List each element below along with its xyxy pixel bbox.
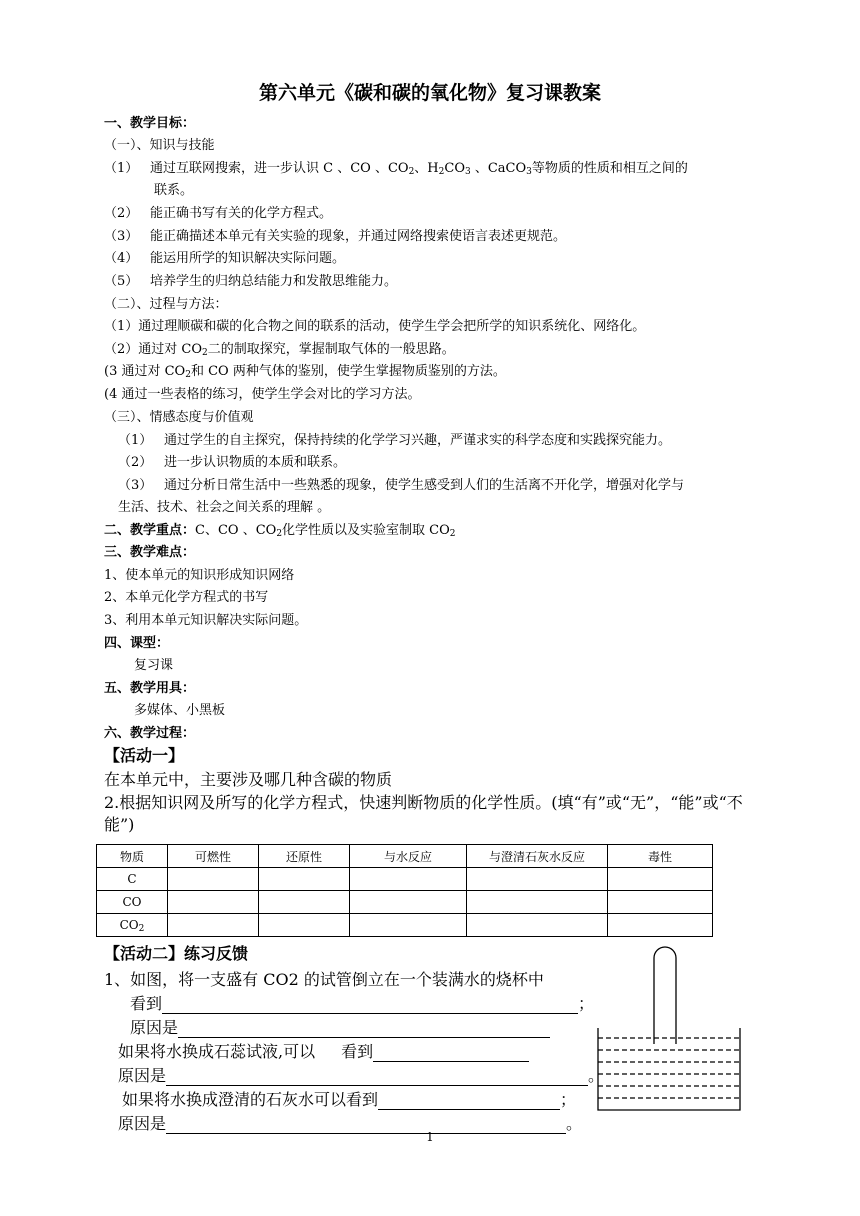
table-header-row xyxy=(97,845,713,868)
reason-line-2: 原因是 。 xyxy=(118,1066,605,1085)
key-points-heading: 二、教学重点： xyxy=(104,523,196,538)
row-substance: CO xyxy=(97,891,168,914)
key-points-line: 二、教学重点：C、CO 、$CO_2$化学性质以及实验室制取 $CO_2$ xyxy=(104,523,456,539)
answer-cell[interactable] xyxy=(467,891,608,914)
teaching-tools-heading: 五、教学用具： xyxy=(104,681,196,696)
activity-1-heading: 【活动一】 xyxy=(104,746,185,765)
answer-cell[interactable] xyxy=(259,914,350,937)
activity-1-question-1: 在本单元中，主要涉及哪几种含碳的物质 xyxy=(104,770,393,789)
teaching-tools-value: 多媒体、小黑板 xyxy=(134,703,226,718)
emotion-item-3-cont: 生活、技术、社会之间关系的理解 。 xyxy=(118,500,331,515)
answer-blank[interactable] xyxy=(162,999,578,1014)
page-number: 1 xyxy=(426,1130,434,1144)
document-title: 第六单元《碳和碳的氧化物》复习课教案 xyxy=(258,82,601,104)
knowledge-item-3: （3） 能正确描述本单元有关实验的现象，并通过网络搜索使语言表述更规范。 xyxy=(104,229,567,244)
knowledge-item-4: （4） 能运用所学的知识解决实际问题。 xyxy=(104,251,346,266)
difficulty-item-2: 2、本单元化学方程式的书写 xyxy=(104,590,269,605)
knowledge-item-1: （1） 通过互联网搜索，进一步认识 C 、CO 、$CO_2$、$H_2CO_3$ 、CaCO$_3$等物质的性质和相互之间的 xyxy=(104,161,688,177)
answer-cell[interactable] xyxy=(168,891,259,914)
emotion-heading: （三）、情感态度与价值观 xyxy=(104,410,254,425)
activity-2-question-1: 1、如图，将一支盛有 CO2 的试管倒立在一个装满水的烧杯中 xyxy=(104,970,544,989)
process-item-1: （1）通过理顺碳和碳的化合物之间的联系的活动，使学生学会把所学的知识系统化、网络化。 xyxy=(104,319,646,334)
answer-blank[interactable] xyxy=(378,1095,560,1110)
activity-1-question-2-cont: 能”) xyxy=(104,815,135,834)
emotion-item-1: （1） 通过学生的自主探究，保持持续的化学学习兴趣，严谨求实的科学态度和实践探究能力。 xyxy=(118,433,672,448)
header-combustibility: 可燃性 xyxy=(168,845,259,868)
item-number: （1） xyxy=(104,161,139,176)
difficulties-heading: 三、教学难点： xyxy=(104,545,196,560)
header-toxicity: 毒性 xyxy=(608,845,713,868)
answer-cell[interactable] xyxy=(259,868,350,891)
answer-cell[interactable] xyxy=(608,891,713,914)
knowledge-item-1-cont: 联系。 xyxy=(154,183,194,198)
answer-cell[interactable] xyxy=(350,891,467,914)
lesson-type-value: 复习课 xyxy=(134,658,174,673)
header-limewater-reaction: 与澄清石灰水反应 xyxy=(467,845,608,868)
knowledge-skills-heading: （一）、知识与技能 xyxy=(104,138,215,153)
difficulty-item-1: 1、使本单元的知识形成知识网络 xyxy=(104,568,295,583)
answer-cell[interactable] xyxy=(467,914,608,937)
header-water-reaction: 与水反应 xyxy=(350,845,467,868)
answer-blank[interactable] xyxy=(178,1023,550,1038)
litmus-line: 如果将水换成石蕊试液,可以 看到 xyxy=(118,1042,529,1062)
activity-2-heading: 【活动二】练习反馈 xyxy=(104,944,249,963)
answer-blank[interactable] xyxy=(373,1047,529,1062)
lesson-type-heading: 四、课型： xyxy=(104,636,170,651)
row-substance: $CO_2$ xyxy=(97,914,168,937)
process-item-4: (4 通过一些表格的练习，使学生学会对比的学习方法。 xyxy=(104,387,421,402)
header-reducibility: 还原性 xyxy=(259,845,350,868)
observe-line-1: 看到 ； xyxy=(130,994,595,1013)
answer-cell[interactable] xyxy=(350,868,467,891)
header-substance: 物质 xyxy=(97,845,168,868)
reason-line-1: 原因是 xyxy=(130,1018,550,1038)
process-method-heading: （二）、过程与方法： xyxy=(104,297,228,312)
reason-line-3: 原因是 。 xyxy=(118,1114,583,1133)
answer-cell[interactable] xyxy=(168,914,259,937)
answer-cell[interactable] xyxy=(608,914,713,937)
answer-cell[interactable] xyxy=(168,868,259,891)
knowledge-item-5: （5） 培养学生的归纳总结能力和发散思维能力。 xyxy=(104,274,398,289)
objectives-heading: 一、教学目标： xyxy=(104,116,196,131)
activity-1-question-2: 2.根据知识网及所写的化学方程式，快速判断物质的化学性质。(填“有”或“无”，“能”或“不 xyxy=(104,793,743,812)
answer-blank[interactable] xyxy=(166,1071,588,1086)
answer-cell[interactable] xyxy=(350,914,467,937)
answer-cell[interactable] xyxy=(259,891,350,914)
test-tube-outline xyxy=(654,947,676,1044)
answer-cell[interactable] xyxy=(608,868,713,891)
limewater-line: 如果将水换成澄清的石灰水可以看到 ； xyxy=(122,1090,577,1109)
process-item-3: (3 通过对 $CO_2$和 CO 两种气体的鉴别，使学生掌握物质鉴别的方法。 xyxy=(104,364,506,380)
process-item-2: （2）通过对 $CO_2$二的制取探究，掌握制取气体的一般思路。 xyxy=(104,342,455,358)
emotion-item-3: （3） 通过分析日常生活中一些熟悉的现象，使学生感受到人们的生活离不开化学，增强对化学与 xyxy=(118,478,685,493)
answer-cell[interactable] xyxy=(467,868,608,891)
teaching-process-heading: 六、教学过程： xyxy=(104,726,196,741)
properties-table xyxy=(96,844,713,937)
table-row xyxy=(97,914,713,937)
emotion-item-2: （2） 进一步认识物质的本质和联系。 xyxy=(118,455,347,470)
difficulty-item-3: 3、利用本单元知识解决实际问题。 xyxy=(104,613,308,628)
inverted-test-tube-beaker-diagram xyxy=(590,944,745,1116)
row-substance: C xyxy=(97,868,168,891)
knowledge-item-2: （2） 能正确书写有关的化学方程式。 xyxy=(104,206,333,221)
table-row xyxy=(97,891,713,914)
table-row xyxy=(97,868,713,891)
